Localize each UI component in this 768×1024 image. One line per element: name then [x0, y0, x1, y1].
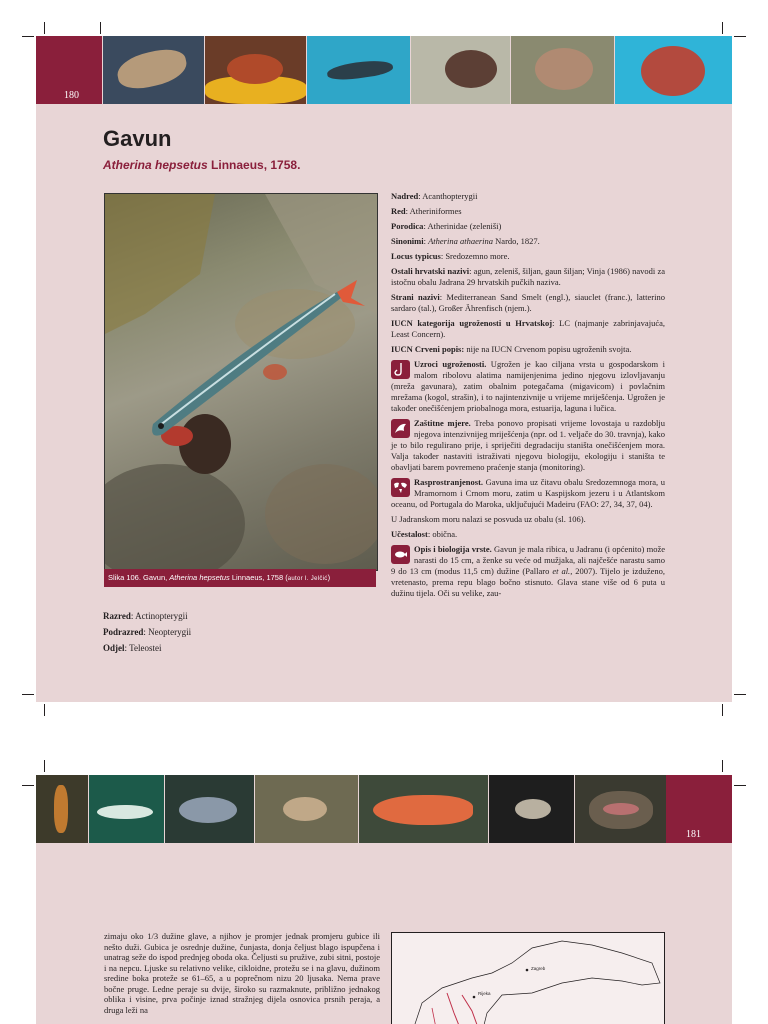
- taxonomy-row: Porodica: Atherinidae (zeleniši): [391, 221, 502, 231]
- crop-mark: [44, 22, 45, 34]
- taxonomy-row: Odjel: Teleostei: [103, 643, 162, 653]
- map-label-zagreb: Zagreb: [531, 966, 546, 971]
- distribution-map: [391, 932, 665, 1024]
- protection-section: Zaštitne mjere. Treba ponovo propisati vrijeme lovostaja u razdoblju njegova intenzivnijeg mriješćenja (npr. od 1. veljače do 30. travnja), kako je to bilo regulirano prije, i spriječiti degradaciju staništa onečišćenjem mora. Valja također nastaviti istraživati njegovu biologiju, ekologiju i staništa te obavljati barem povremeno praćenje stanja (monitoring).: [391, 418, 666, 472]
- strip-photo-wrasse: [358, 775, 488, 843]
- taxonomy-row: Podrazred: Neopterygii: [103, 627, 192, 637]
- photo-strip: [102, 36, 732, 104]
- fish-illustration: [105, 194, 377, 570]
- strip-photo-skate: [510, 36, 614, 104]
- species-photo: [104, 193, 378, 571]
- frequency: Učestalost: obična.: [391, 529, 458, 539]
- crop-mark: [722, 704, 723, 716]
- species-details-column: [391, 191, 665, 603]
- page-180: [36, 36, 732, 702]
- page-number: 180: [64, 90, 79, 101]
- crop-mark: [722, 22, 723, 34]
- caption-close: ): [327, 573, 331, 582]
- strip-photo-shark: [306, 36, 410, 104]
- caption-prefix: Slika 106. Gavun,: [108, 573, 170, 582]
- crop-mark: [734, 694, 746, 695]
- photo-strip: [36, 775, 666, 843]
- distribution-section: Rasprostranjenost. Gavuna ima uz čitavu obalu Sredozemnoga mora, u Mramornom i Crnom moru, zatim u Kaspijskom jezeru i u Atlantskom oceanu, od Portugala do Maroka, uključujući Madeiru (FAO: 27, 34, 37, 04).: [391, 477, 665, 509]
- crop-mark: [22, 785, 34, 786]
- page-number-box: [36, 36, 102, 104]
- caption-suffix: Linnaeus, 1758 (: [229, 573, 288, 582]
- scientific-name-author: Linnaeus, 1758.: [207, 158, 301, 172]
- scientific-name-genus-species: Atherina hepsetus: [103, 158, 208, 172]
- photo-caption: [104, 569, 376, 587]
- locus-typicus: Locus typicus: Sredozemno more.: [391, 251, 510, 261]
- crop-mark: [734, 36, 746, 37]
- map-label-rijeka: Rijeka: [478, 991, 491, 996]
- page-number-box: [666, 775, 732, 843]
- crop-mark: [722, 760, 723, 772]
- caption-species: Atherina hepsetus: [169, 573, 230, 582]
- fish-icon: [391, 545, 410, 564]
- threats-section: Uzroci ugroženosti. Ugrožen je kao ciljana vrsta u gospodarskom i malom ribolovu alatima namijenjenima jedino njegovu izlovljavanju (mreža gavunara), zatim obalnim potegačama (migavicom) i povlačnim mrežama (kogol, strašin), i to najintenzivnije u vrijeme mriješćenja. Ugrožen je također onečišćenjem priobalnoga mora, estuarija, laguna i lučica.: [391, 359, 665, 413]
- iucn-red-list: IUCN Crveni popis: nije na IUCN Crvenom popisu ugroženih svojta.: [391, 344, 632, 354]
- foreign-names: Strani nazivi: Mediterranean Sand Smelt (engl.), siauclet (franc.), latterino sardaro (tal.), Großer Ährenfisch (njem.).: [391, 292, 665, 313]
- species-title: Gavun: [103, 126, 172, 151]
- crop-mark: [44, 704, 45, 716]
- strip-photo-scorpionfish: [204, 36, 306, 104]
- strip-photo-fish-green: [88, 775, 164, 843]
- strip-photo-bream: [164, 775, 254, 843]
- page-number: 181: [686, 829, 701, 840]
- strip-photo-anglerfish: [574, 775, 666, 843]
- crop-mark: [22, 694, 34, 695]
- world-map-icon: [391, 478, 410, 497]
- adriatic-distribution: U Jadranskom moru nalazi se posvuda uz obalu (sl. 106).: [391, 514, 586, 524]
- crop-mark: [734, 785, 746, 786]
- taxonomy-row: Nadred: Acanthopterygii: [391, 191, 478, 201]
- scientific-name: [103, 158, 300, 172]
- caption-author: autor I. Jelčić: [287, 576, 328, 582]
- strip-photo-ray: [614, 36, 732, 104]
- strip-photo-angelshark: [102, 36, 204, 104]
- other-croatian-names: Ostali hrvatski nazivi: agun, zeleniš, šiljan, gaun šiljan; Vinja (1986) navodi za istočnu obalu Jadrana 29 hrvatskih pučkih naziva.: [391, 266, 665, 287]
- iucn-croatia: IUCN kategorija ugroženosti u Hrvatskoj: LC (najmanje zabrinjavajuća, Least Concern).: [391, 318, 665, 339]
- protection-icon: [391, 419, 410, 438]
- crop-mark: [22, 36, 34, 37]
- strip-photo-seahorse: [36, 775, 88, 843]
- crop-mark: [44, 760, 45, 772]
- crop-mark: [100, 22, 101, 34]
- croatia-map-outline: [392, 933, 664, 1024]
- strip-photo-blenny: [254, 775, 358, 843]
- fishhook-icon: [391, 360, 410, 379]
- description-continued: zimaju oko 1/3 dužine glave, a njihov je promjer jednak promjeru gubice ili nešto duži. Gubica je osrednje dužine, čunjasta, donja čeljust blago ispupčena i unatrag seže do ispod prednjeg oboda oka. Čeljusti su pružive, zubi sitni, postoje i na nepcu. Ljuske su relativno velike, cikloidne, protežu se i na glavu, dužinom sredine boka proteže se 61–65, a u poprečnom nizu 20 ljusaka. Nema prave bočne pruge. Ledne peraje su dvije, široko su razmaknute, približno jednakog oblika i visine, prva počinje iznad stražnjeg dijela osnovica prsnih peraja, a druga leži na: [104, 931, 380, 1015]
- taxonomy-row: Razred: Actinopterygii: [103, 611, 188, 621]
- strip-photo-stingray: [410, 36, 510, 104]
- taxonomy-row: Red: Atheriniformes: [391, 206, 462, 216]
- page-181: [36, 775, 732, 1024]
- strip-photo-lionfish: [488, 775, 574, 843]
- taxonomy-left: [103, 608, 191, 656]
- description-section: Opis i biologija vrste. Gavun je mala ribica, u Jadranu (i općenito) može narasti do 15 cm, a ženke su veće od mužjaka, ali najčešće narastu samo 9 do 13 cm (modus 11,5 cm) dužine (Pallaro et al., 2007). Tijelo je izduženo, vretenasto, prema repu blago bočno stisnuto. Glava stane više od 6 puta u dužinu tijela. Oči su velike, zau-: [391, 544, 665, 598]
- synonyms: Sinonimi: Atherina athaerina Nardo, 1827.: [391, 236, 540, 246]
